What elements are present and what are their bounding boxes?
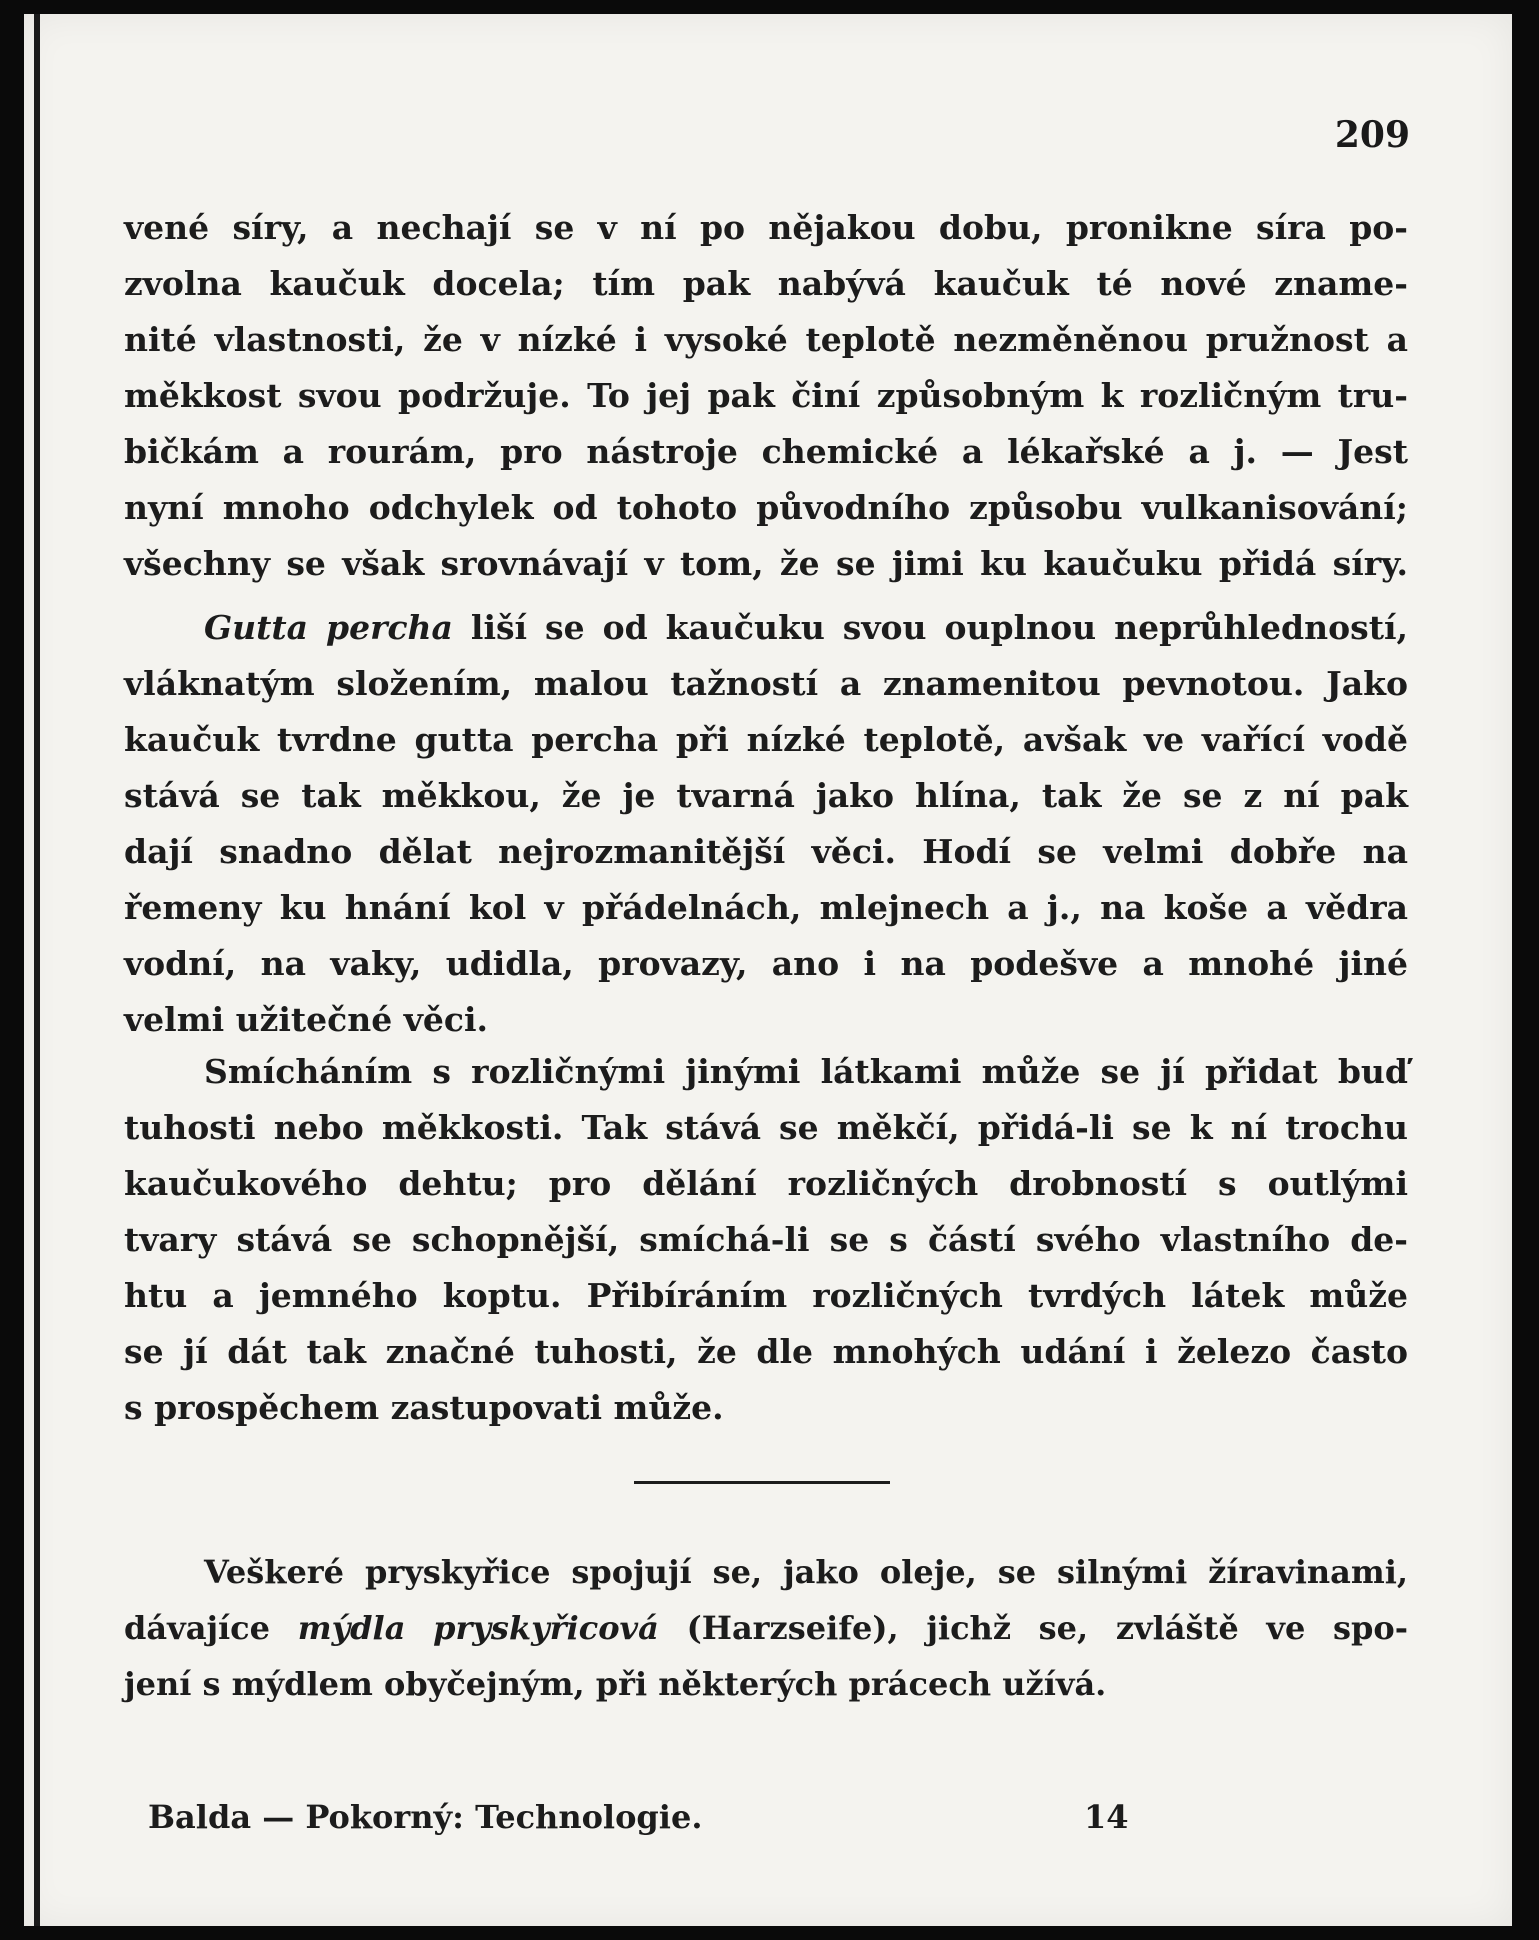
text-line: tvary stává se schopnější, smíchá-li se s částí svého vlastního de- <box>124 1220 1408 1259</box>
book-page <box>24 14 1512 1926</box>
text-line: zvolna kaučuk docela; tím pak nabývá kaučuk té nové zname- <box>124 264 1408 303</box>
page-number: 209 <box>1334 114 1410 156</box>
section-divider <box>634 1481 890 1484</box>
paragraph-mixing <box>124 1044 1408 1436</box>
text-line: bičkám a rourám, pro nástroje chemické a lékařské a j. — Jest <box>124 432 1408 471</box>
text-line: nité vlastnosti, že v nízké i vysoké teplotě nezměněnou pružnost a <box>124 320 1408 359</box>
paragraph-vulcanization <box>124 200 1408 592</box>
text-line: všechny se však srovnávají v tom, že se jimi ku kaučuku přidá síry. <box>124 544 1408 583</box>
text-line: dají snadno dělat nejrozmanitější věci. Hodí se velmi dobře na <box>124 832 1408 871</box>
text-line: tuhosti nebo měkkosti. Tak stává se měkčí, přidá-li se k ní trochu <box>124 1108 1408 1147</box>
text-line: jení s mýdlem obyčejným, při některých prácech užívá. <box>124 1665 1107 1703</box>
text-line: vláknatým složením, malou tažností a znamenitou pevnotou. Jako <box>124 664 1408 703</box>
text-line: vodní, na vaky, udidla, provazy, ano i na podešve a mnohé jiné <box>124 944 1408 983</box>
text-line: nyní mnoho odchylek od tohoto původního způsobu vulkanisování; <box>124 488 1408 527</box>
page-edge <box>34 14 40 1926</box>
paragraph-gutta-percha <box>124 600 1408 1048</box>
text-line: stává se tak měkkou, že je tvarná jako hlína, tak že se z ní pak <box>124 776 1408 815</box>
text-line: htu a jemného koptu. Přibíráním rozličných tvrdých látek může <box>124 1276 1408 1315</box>
text-line: velmi užitečné věci. <box>124 1000 489 1039</box>
text-line: měkkost svou podržuje. To jej pak činí způsobným k rozličným tru- <box>124 376 1408 415</box>
text-line: se jí dát tak značné tuhosti, že dle mnohých udání i železo často <box>124 1332 1408 1371</box>
text-line: řemeny ku hnání kol v přádelnách, mlejnech a j., na koše a vědra <box>124 888 1408 927</box>
text-fragment: (Harzseife), jichž se, zvláště ve spo- <box>658 1609 1409 1647</box>
footer-sheet-number: 14 <box>1084 1798 1129 1836</box>
text-line: Smícháním s rozličnými jinými látkami může se jí přidat buď <box>204 1052 1408 1091</box>
text-line: vené síry, a nechají se v ní po nějakou dobu, pronikne síra po- <box>124 208 1408 247</box>
text-fragment: liší se od kaučuku svou ouplnou neprůhledností, <box>452 608 1408 647</box>
term-resin-soaps: mýdla pryskyřicová <box>297 1609 659 1647</box>
paragraph-resins <box>124 1544 1408 1712</box>
text-line: kaučuk tvrdne gutta percha při nízké teplotě, avšak ve vařící vodě <box>124 720 1408 759</box>
text-line: Veškeré pryskyřice spojují se, jako oleje, se silnými žíravinami, <box>204 1553 1408 1591</box>
text-fragment: dávajíce <box>124 1609 298 1647</box>
footer-signature: Balda — Pokorný: Technologie. <box>148 1798 703 1836</box>
text-line <box>124 1600 1408 1656</box>
text-line: kaučukového dehtu; pro dělání rozličných drobností s outlými <box>124 1164 1408 1203</box>
text-line: s prospěchem zastupovati může. <box>124 1388 724 1427</box>
text-line <box>124 600 1408 656</box>
term-gutta-percha: Gutta percha <box>204 608 453 647</box>
